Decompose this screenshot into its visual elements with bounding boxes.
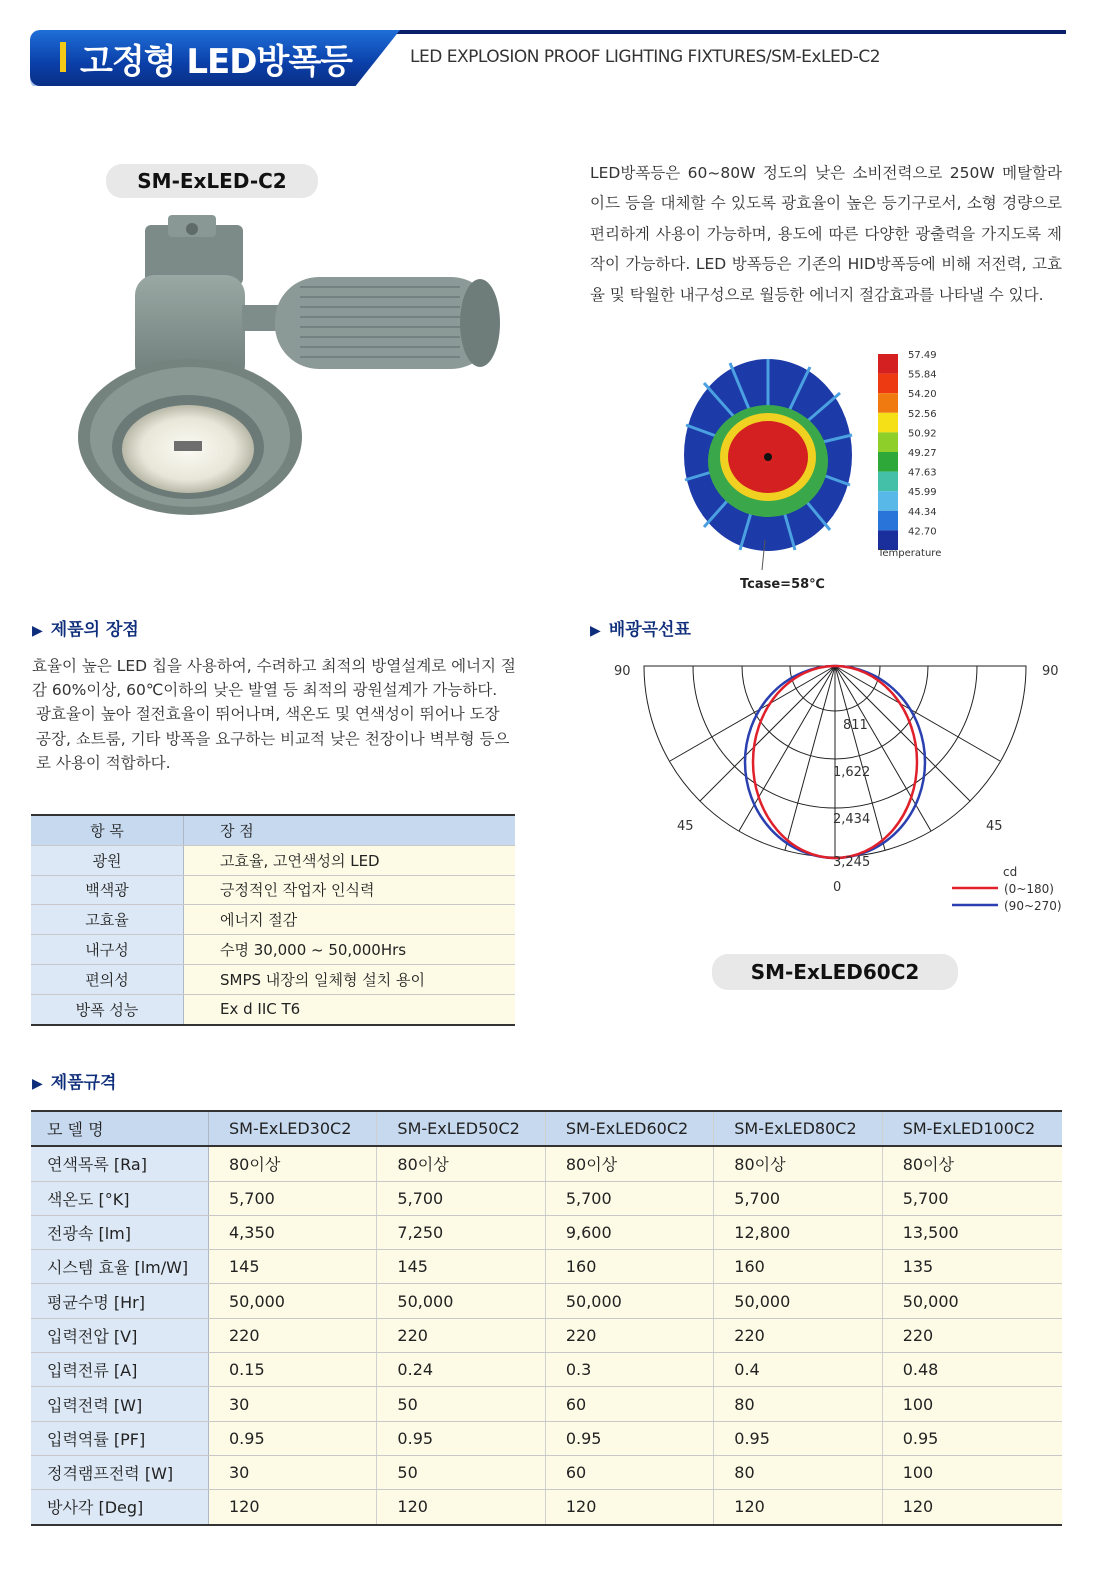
advantage-item: 편의성 — [31, 964, 184, 994]
scale-swatch — [878, 511, 898, 531]
spec-value: 120 — [714, 1490, 882, 1525]
scale-swatch — [878, 472, 898, 492]
table-row — [31, 905, 515, 935]
model-name: SM-ExLED100C2 — [882, 1111, 1062, 1146]
table-row — [31, 1181, 1062, 1215]
spec-value: 13,500 — [882, 1215, 1062, 1249]
spec-value: 0.15 — [209, 1353, 377, 1387]
spec-value: 5,700 — [714, 1181, 882, 1215]
advantages-table — [31, 814, 515, 1026]
scale-value: 55.84 — [908, 369, 937, 381]
advantage-item: 고효율 — [31, 905, 184, 935]
spec-value: 100 — [882, 1455, 1062, 1489]
spec-value: 220 — [714, 1318, 882, 1352]
scale-swatch — [878, 393, 898, 413]
spec-value: 80이상 — [209, 1146, 377, 1181]
spec-value: 7,250 — [377, 1215, 545, 1249]
spec-value: 80 — [714, 1387, 882, 1421]
spec-value: 50,000 — [545, 1284, 713, 1318]
ring-value-4: 3,245 — [833, 855, 871, 870]
table-row — [31, 1353, 1062, 1387]
scale-value: 45.99 — [908, 487, 937, 499]
ring-value-2: 1,622 — [833, 765, 871, 780]
advantage-merit: 고효율, 고연색성의 LED — [184, 845, 516, 875]
spec-header-label: 모 델 명 — [31, 1111, 209, 1146]
scale-value: 52.56 — [908, 408, 937, 420]
product-photo — [70, 215, 510, 515]
spec-value: 0.95 — [882, 1421, 1062, 1455]
spec-label: 전광속 [lm] — [31, 1215, 209, 1249]
spec-value: 120 — [882, 1490, 1062, 1525]
advantages-header-item: 항 목 — [31, 815, 184, 845]
spec-value: 0.95 — [209, 1421, 377, 1455]
model-name: SM-ExLED50C2 — [377, 1111, 545, 1146]
spec-value: 0.4 — [714, 1353, 882, 1387]
angle-label-45-left: 45 — [677, 819, 694, 834]
table-row — [31, 1284, 1062, 1318]
header-rule — [360, 30, 1066, 34]
spec-value: 12,800 — [714, 1215, 882, 1249]
scale-swatch — [878, 452, 898, 472]
spec-value: 60 — [545, 1455, 713, 1489]
scale-value: 42.70 — [908, 526, 937, 538]
spec-label: 입력역률 [PF] — [31, 1421, 209, 1455]
angle-label-90-left: 90 — [614, 664, 631, 679]
table-row — [31, 935, 515, 965]
advantage-merit: 수명 30,000 ~ 50,000Hrs — [184, 935, 516, 965]
spec-value: 4,350 — [209, 1215, 377, 1249]
table-row — [31, 875, 515, 905]
table-row — [31, 845, 515, 875]
spec-value: 50,000 — [377, 1284, 545, 1318]
table-row — [31, 1215, 1062, 1249]
spec-value: 0.95 — [714, 1421, 882, 1455]
thermal-color-scale — [878, 350, 937, 550]
spec-value: 120 — [545, 1490, 713, 1525]
scale-swatch — [878, 491, 898, 511]
ring-value-3: 2,434 — [833, 812, 871, 827]
spec-value: 50 — [377, 1455, 545, 1489]
legend-label-0-180: (0~180) — [1004, 882, 1054, 896]
advantage-merit: SMPS 내장의 일체형 설치 용이 — [184, 964, 516, 994]
spec-label: 입력전력 [W] — [31, 1387, 209, 1421]
table-row — [31, 994, 515, 1024]
triangle-bullet-icon: ▶ — [32, 623, 43, 639]
polar-grid — [644, 666, 1026, 857]
spec-value: 0.48 — [882, 1353, 1062, 1387]
product-description: LED방폭등은 60~80W 정도의 낮은 소비전력으로 250W 메탈할라이드 등을 대체할 수 있도록 광효율이 높은 등기구로서, 소형 경량으로 편리하게 사용이 가능하며, 용도에 따른 다양한 광출력을 가지도록 제작이 가능하다. LED 방폭등은 기존의 HID방폭등에 비해 저전력, 고효율 및 탁월한 내구성으로 월등한 에너지 절감효과를 나타낼 수 있다. — [590, 164, 1062, 304]
advantages-header-merit: 장 점 — [184, 815, 516, 845]
product-label: SM-ExLED-C2 — [106, 164, 318, 198]
spec-value: 80이상 — [545, 1146, 713, 1181]
table-row — [31, 1250, 1062, 1284]
spec-value: 5,700 — [209, 1181, 377, 1215]
legend-label-90-270: (90~270) — [1004, 899, 1062, 913]
scale-value: 57.49 — [908, 350, 937, 361]
table-row — [31, 1455, 1062, 1489]
spec-value: 220 — [377, 1318, 545, 1352]
spec-table-header — [31, 1111, 1062, 1146]
spec-value: 120 — [377, 1490, 545, 1525]
advantage-merit: 에너지 절감 — [184, 905, 516, 935]
scale-value: 49.27 — [908, 448, 937, 459]
spec-value: 0.24 — [377, 1353, 545, 1387]
spec-value: 100 — [882, 1387, 1062, 1421]
spec-value: 0.95 — [545, 1421, 713, 1455]
spec-value: 80이상 — [714, 1146, 882, 1181]
scale-swatch — [878, 354, 898, 374]
spec-label: 색온도 [°K] — [31, 1181, 209, 1215]
scale-value: 44.34 — [908, 506, 937, 518]
spec-value: 145 — [377, 1250, 545, 1284]
advantages-text — [32, 654, 518, 775]
spec-label: 입력전압 [V] — [31, 1318, 209, 1352]
thermal-scale-label: Temperature — [878, 548, 942, 559]
angle-label-45-right: 45 — [986, 819, 1003, 834]
advantage-item: 백색광 — [31, 875, 184, 905]
spec-value: 220 — [545, 1318, 713, 1352]
specs-heading — [32, 1068, 116, 1093]
spec-value: 50 — [377, 1387, 545, 1421]
spec-value: 30 — [209, 1387, 377, 1421]
advantage-item: 방폭 성능 — [31, 994, 184, 1024]
legend-title: cd — [1003, 865, 1018, 879]
spec-value: 60 — [545, 1387, 713, 1421]
spec-value: 120 — [209, 1490, 377, 1525]
scale-swatch — [878, 432, 898, 452]
table-row — [31, 1490, 1062, 1525]
table-row — [31, 1421, 1062, 1455]
triangle-bullet-icon: ▶ — [590, 623, 601, 639]
table-row — [31, 1146, 1062, 1181]
thermal-heatsink — [684, 359, 852, 570]
scale-value: 47.63 — [908, 467, 937, 479]
spec-value: 220 — [209, 1318, 377, 1352]
table-row — [31, 964, 515, 994]
ring-value-1: 811 — [843, 718, 868, 733]
spec-value: 160 — [714, 1250, 882, 1284]
distribution-model-label: SM-ExLED60C2 — [712, 954, 958, 990]
scale-value: 54.20 — [908, 389, 937, 401]
advantages-paragraph-2: 광효율이 높아 절전효율이 뛰어나며, 색온도 및 연색성이 뛰어나 도장 공장, 쇼트룸, 기타 방폭을 요구하는 비교적 낮은 천장이나 벽부형 등으로 사용이 적합하다. — [36, 705, 510, 772]
distribution-heading — [590, 615, 691, 640]
spec-value: 30 — [209, 1455, 377, 1489]
scale-value: 50.92 — [908, 428, 937, 440]
advantage-merit: Ex d IIC T6 — [184, 994, 516, 1024]
spec-value: 80이상 — [882, 1146, 1062, 1181]
table-row — [31, 1387, 1062, 1421]
advantages-heading — [32, 615, 139, 640]
thermal-caption: Tcase=58℃ — [740, 577, 825, 592]
polar-distribution-chart — [600, 650, 1070, 930]
spec-label: 시스템 효율 [lm/W] — [31, 1250, 209, 1284]
advantage-merit: 긍정적인 작업자 인식력 — [184, 875, 516, 905]
angle-label-90-right: 90 — [1042, 664, 1059, 679]
advantages-table-header — [31, 815, 515, 845]
spec-label: 연색목록 [Ra] — [31, 1146, 209, 1181]
triangle-bullet-icon: ▶ — [32, 1076, 43, 1092]
model-name: SM-ExLED30C2 — [209, 1111, 377, 1146]
spec-value: 5,700 — [377, 1181, 545, 1215]
advantages-heading-text: 제품의 장점 — [50, 620, 139, 640]
page-subtitle: LED EXPLOSION PROOF LIGHTING FIXTURES/SM-ExLED-C2 — [410, 47, 881, 67]
specs-heading-text: 제품규격 — [50, 1073, 117, 1093]
spec-value: 160 — [545, 1250, 713, 1284]
spec-value: 5,700 — [882, 1181, 1062, 1215]
spec-value: 50,000 — [714, 1284, 882, 1318]
spec-value: 0.3 — [545, 1353, 713, 1387]
advantage-item: 내구성 — [31, 935, 184, 965]
model-name: SM-ExLED60C2 — [545, 1111, 713, 1146]
spec-value: 9,600 — [545, 1215, 713, 1249]
advantage-item: 광원 — [31, 845, 184, 875]
spec-value: 145 — [209, 1250, 377, 1284]
spec-value: 80 — [714, 1455, 882, 1489]
spec-value: 80이상 — [377, 1146, 545, 1181]
spec-value: 50,000 — [882, 1284, 1062, 1318]
spec-label: 방사각 [Deg] — [31, 1490, 209, 1525]
scale-swatch — [878, 374, 898, 394]
spec-value: 50,000 — [209, 1284, 377, 1318]
angle-label-0: 0 — [833, 880, 842, 895]
page-title: 고정형 LED방폭등 — [80, 42, 353, 82]
scale-swatch — [878, 413, 898, 433]
spec-label: 입력전류 [A] — [31, 1353, 209, 1387]
spec-value: 135 — [882, 1250, 1062, 1284]
advantages-paragraph-1: 효율이 높은 LED 칩을 사용하여, 수려하고 최적의 방열설계로 에너지 절감 60%이상, 60℃이하의 낮은 발열 등 최적의 광원설계가 가능하다. — [32, 657, 516, 700]
spec-table — [31, 1110, 1062, 1526]
header-accent-bar — [60, 42, 66, 72]
spec-value: 220 — [882, 1318, 1062, 1352]
table-row — [31, 1318, 1062, 1352]
distribution-heading-text: 배광곡선표 — [608, 620, 691, 640]
spec-value: 5,700 — [545, 1181, 713, 1215]
thermal-simulation — [680, 345, 950, 600]
model-name: SM-ExLED80C2 — [714, 1111, 882, 1146]
spec-value: 0.95 — [377, 1421, 545, 1455]
spec-label: 정격램프전력 [W] — [31, 1455, 209, 1489]
spec-label: 평균수명 [Hr] — [31, 1284, 209, 1318]
